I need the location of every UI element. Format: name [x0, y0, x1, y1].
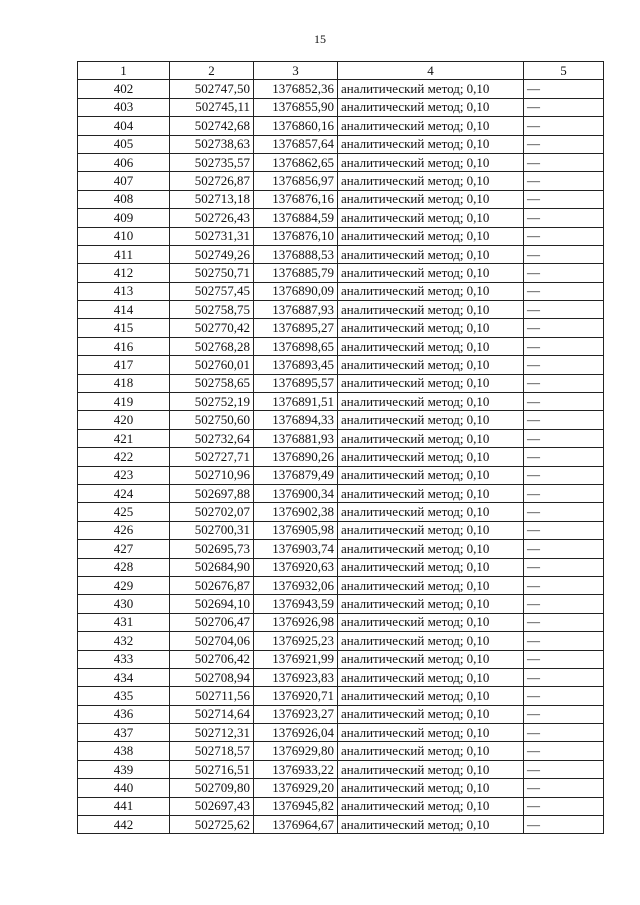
y-coordinate-cell: 1376885,79 — [254, 264, 338, 282]
y-coordinate-cell: 1376925,23 — [254, 632, 338, 650]
description-cell: — — [524, 135, 604, 153]
description-cell: — — [524, 98, 604, 116]
table-row — [78, 521, 604, 539]
method-accuracy-cell: аналитический метод; 0,10 — [338, 816, 524, 834]
x-coordinate-cell: 502768,28 — [170, 337, 254, 355]
x-coordinate-cell: 502738,63 — [170, 135, 254, 153]
method-accuracy-cell: аналитический метод; 0,10 — [338, 595, 524, 613]
description-cell: — — [524, 760, 604, 778]
method-accuracy-cell: аналитический метод; 0,10 — [338, 98, 524, 116]
y-coordinate-cell: 1376898,65 — [254, 337, 338, 355]
table-row — [78, 264, 604, 282]
table-row — [78, 153, 604, 171]
column-header-4: 4 — [338, 62, 524, 80]
description-cell: — — [524, 779, 604, 797]
point-number-cell: 428 — [78, 558, 170, 576]
table-row — [78, 742, 604, 760]
y-coordinate-cell: 1376888,53 — [254, 245, 338, 263]
point-number-cell: 406 — [78, 153, 170, 171]
y-coordinate-cell: 1376887,93 — [254, 301, 338, 319]
table-row — [78, 393, 604, 411]
x-coordinate-cell: 502697,43 — [170, 797, 254, 815]
x-coordinate-cell: 502709,80 — [170, 779, 254, 797]
x-coordinate-cell: 502725,62 — [170, 816, 254, 834]
point-number-cell: 427 — [78, 540, 170, 558]
x-coordinate-cell: 502750,60 — [170, 411, 254, 429]
table-row — [78, 484, 604, 502]
description-cell: — — [524, 595, 604, 613]
point-number-cell: 403 — [78, 98, 170, 116]
table-row — [78, 282, 604, 300]
table-row — [78, 705, 604, 723]
method-accuracy-cell: аналитический метод; 0,10 — [338, 374, 524, 392]
y-coordinate-cell: 1376945,82 — [254, 797, 338, 815]
method-accuracy-cell: аналитический метод; 0,10 — [338, 779, 524, 797]
description-cell: — — [524, 172, 604, 190]
method-accuracy-cell: аналитический метод; 0,10 — [338, 190, 524, 208]
method-accuracy-cell: аналитический метод; 0,10 — [338, 337, 524, 355]
x-coordinate-cell: 502770,42 — [170, 319, 254, 337]
point-number-cell: 408 — [78, 190, 170, 208]
description-cell: — — [524, 724, 604, 742]
x-coordinate-cell: 502752,19 — [170, 393, 254, 411]
y-coordinate-cell: 1376890,09 — [254, 282, 338, 300]
description-cell: — — [524, 650, 604, 668]
description-cell: — — [524, 797, 604, 815]
point-number-cell: 419 — [78, 393, 170, 411]
table-row — [78, 190, 604, 208]
table-row — [78, 466, 604, 484]
table-row — [78, 80, 604, 98]
point-number-cell: 429 — [78, 576, 170, 594]
description-cell: — — [524, 80, 604, 98]
description-cell: — — [524, 484, 604, 502]
method-accuracy-cell: аналитический метод; 0,10 — [338, 613, 524, 631]
y-coordinate-cell: 1376879,49 — [254, 466, 338, 484]
y-coordinate-cell: 1376900,34 — [254, 484, 338, 502]
method-accuracy-cell: аналитический метод; 0,10 — [338, 172, 524, 190]
description-cell: — — [524, 356, 604, 374]
x-coordinate-cell: 502747,50 — [170, 80, 254, 98]
y-coordinate-cell: 1376926,98 — [254, 613, 338, 631]
table-row — [78, 374, 604, 392]
x-coordinate-cell: 502749,26 — [170, 245, 254, 263]
method-accuracy-cell: аналитический метод; 0,10 — [338, 117, 524, 135]
table-row — [78, 613, 604, 631]
method-accuracy-cell: аналитический метод; 0,10 — [338, 466, 524, 484]
description-cell: — — [524, 613, 604, 631]
point-number-cell: 431 — [78, 613, 170, 631]
method-accuracy-cell: аналитический метод; 0,10 — [338, 356, 524, 374]
x-coordinate-cell: 502727,71 — [170, 448, 254, 466]
point-number-cell: 424 — [78, 484, 170, 502]
y-coordinate-cell: 1376893,45 — [254, 356, 338, 374]
point-number-cell: 405 — [78, 135, 170, 153]
point-number-cell: 425 — [78, 503, 170, 521]
x-coordinate-cell: 502758,65 — [170, 374, 254, 392]
x-coordinate-cell: 502684,90 — [170, 558, 254, 576]
table-row — [78, 779, 604, 797]
point-number-cell: 433 — [78, 650, 170, 668]
x-coordinate-cell: 502708,94 — [170, 668, 254, 686]
point-number-cell: 438 — [78, 742, 170, 760]
x-coordinate-cell: 502758,75 — [170, 301, 254, 319]
y-coordinate-cell: 1376964,67 — [254, 816, 338, 834]
method-accuracy-cell: аналитический метод; 0,10 — [338, 153, 524, 171]
description-cell: — — [524, 245, 604, 263]
table-row — [78, 356, 604, 374]
point-number-cell: 420 — [78, 411, 170, 429]
x-coordinate-cell: 502702,07 — [170, 503, 254, 521]
table-row — [78, 117, 604, 135]
point-number-cell: 410 — [78, 227, 170, 245]
y-coordinate-cell: 1376881,93 — [254, 429, 338, 447]
description-cell: — — [524, 337, 604, 355]
method-accuracy-cell: аналитический метод; 0,10 — [338, 724, 524, 742]
point-number-cell: 407 — [78, 172, 170, 190]
table-row — [78, 558, 604, 576]
description-cell: — — [524, 429, 604, 447]
y-coordinate-cell: 1376929,20 — [254, 779, 338, 797]
table-row — [78, 337, 604, 355]
method-accuracy-cell: аналитический метод; 0,10 — [338, 668, 524, 686]
y-coordinate-cell: 1376876,16 — [254, 190, 338, 208]
y-coordinate-cell: 1376920,63 — [254, 558, 338, 576]
point-number-cell: 437 — [78, 724, 170, 742]
y-coordinate-cell: 1376895,57 — [254, 374, 338, 392]
y-coordinate-cell: 1376860,16 — [254, 117, 338, 135]
method-accuracy-cell: аналитический метод; 0,10 — [338, 448, 524, 466]
table-row — [78, 797, 604, 815]
table-row — [78, 98, 604, 116]
x-coordinate-cell: 502710,96 — [170, 466, 254, 484]
y-coordinate-cell: 1376943,59 — [254, 595, 338, 613]
point-number-cell: 414 — [78, 301, 170, 319]
x-coordinate-cell: 502714,64 — [170, 705, 254, 723]
point-number-cell: 421 — [78, 429, 170, 447]
description-cell: — — [524, 705, 604, 723]
table-row — [78, 135, 604, 153]
x-coordinate-cell: 502700,31 — [170, 521, 254, 539]
y-coordinate-cell: 1376894,33 — [254, 411, 338, 429]
table-row — [78, 429, 604, 447]
description-cell: — — [524, 558, 604, 576]
description-cell: — — [524, 264, 604, 282]
point-number-cell: 441 — [78, 797, 170, 815]
y-coordinate-cell: 1376903,74 — [254, 540, 338, 558]
table-row — [78, 687, 604, 705]
table-header-row — [78, 62, 604, 80]
point-number-cell: 423 — [78, 466, 170, 484]
description-cell: — — [524, 448, 604, 466]
table-row — [78, 595, 604, 613]
description-cell: — — [524, 632, 604, 650]
x-coordinate-cell: 502704,06 — [170, 632, 254, 650]
table-row — [78, 319, 604, 337]
y-coordinate-cell: 1376852,36 — [254, 80, 338, 98]
description-cell: — — [524, 117, 604, 135]
table-row — [78, 632, 604, 650]
table-row — [78, 650, 604, 668]
point-number-cell: 417 — [78, 356, 170, 374]
method-accuracy-cell: аналитический метод; 0,10 — [338, 503, 524, 521]
table-row — [78, 448, 604, 466]
x-coordinate-cell: 502716,51 — [170, 760, 254, 778]
method-accuracy-cell: аналитический метод; 0,10 — [338, 227, 524, 245]
x-coordinate-cell: 502712,31 — [170, 724, 254, 742]
table-row — [78, 540, 604, 558]
description-cell: — — [524, 190, 604, 208]
table-row — [78, 724, 604, 742]
table-row — [78, 172, 604, 190]
y-coordinate-cell: 1376876,10 — [254, 227, 338, 245]
y-coordinate-cell: 1376920,71 — [254, 687, 338, 705]
x-coordinate-cell: 502676,87 — [170, 576, 254, 594]
method-accuracy-cell: аналитический метод; 0,10 — [338, 484, 524, 502]
point-number-cell: 435 — [78, 687, 170, 705]
description-cell: — — [524, 319, 604, 337]
description-cell: — — [524, 411, 604, 429]
description-cell: — — [524, 540, 604, 558]
method-accuracy-cell: аналитический метод; 0,10 — [338, 429, 524, 447]
y-coordinate-cell: 1376933,22 — [254, 760, 338, 778]
method-accuracy-cell: аналитический метод; 0,10 — [338, 576, 524, 594]
y-coordinate-cell: 1376902,38 — [254, 503, 338, 521]
point-number-cell: 422 — [78, 448, 170, 466]
y-coordinate-cell: 1376905,98 — [254, 521, 338, 539]
description-cell: — — [524, 466, 604, 484]
y-coordinate-cell: 1376932,06 — [254, 576, 338, 594]
method-accuracy-cell: аналитический метод; 0,10 — [338, 301, 524, 319]
point-number-cell: 430 — [78, 595, 170, 613]
x-coordinate-cell: 502731,31 — [170, 227, 254, 245]
point-number-cell: 434 — [78, 668, 170, 686]
x-coordinate-cell: 502695,73 — [170, 540, 254, 558]
point-number-cell: 418 — [78, 374, 170, 392]
y-coordinate-cell: 1376921,99 — [254, 650, 338, 668]
table-row — [78, 576, 604, 594]
column-header-2: 2 — [170, 62, 254, 80]
point-number-cell: 409 — [78, 209, 170, 227]
method-accuracy-cell: аналитический метод; 0,10 — [338, 135, 524, 153]
y-coordinate-cell: 1376926,04 — [254, 724, 338, 742]
table-row — [78, 209, 604, 227]
x-coordinate-cell: 502750,71 — [170, 264, 254, 282]
description-cell: — — [524, 576, 604, 594]
method-accuracy-cell: аналитический метод; 0,10 — [338, 411, 524, 429]
x-coordinate-cell: 502711,56 — [170, 687, 254, 705]
point-number-cell: 439 — [78, 760, 170, 778]
method-accuracy-cell: аналитический метод; 0,10 — [338, 393, 524, 411]
point-number-cell: 413 — [78, 282, 170, 300]
coordinates-table — [77, 61, 604, 834]
description-cell: — — [524, 209, 604, 227]
column-header-5: 5 — [524, 62, 604, 80]
point-number-cell: 442 — [78, 816, 170, 834]
description-cell: — — [524, 301, 604, 319]
y-coordinate-cell: 1376884,59 — [254, 209, 338, 227]
point-number-cell: 415 — [78, 319, 170, 337]
method-accuracy-cell: аналитический метод; 0,10 — [338, 687, 524, 705]
description-cell: — — [524, 668, 604, 686]
method-accuracy-cell: аналитический метод; 0,10 — [338, 760, 524, 778]
description-cell: — — [524, 816, 604, 834]
method-accuracy-cell: аналитический метод; 0,10 — [338, 705, 524, 723]
x-coordinate-cell: 502706,42 — [170, 650, 254, 668]
x-coordinate-cell: 502694,10 — [170, 595, 254, 613]
description-cell: — — [524, 374, 604, 392]
point-number-cell: 436 — [78, 705, 170, 723]
y-coordinate-cell: 1376891,51 — [254, 393, 338, 411]
y-coordinate-cell: 1376862,65 — [254, 153, 338, 171]
table-row — [78, 503, 604, 521]
method-accuracy-cell: аналитический метод; 0,10 — [338, 521, 524, 539]
y-coordinate-cell: 1376895,27 — [254, 319, 338, 337]
description-cell: — — [524, 153, 604, 171]
method-accuracy-cell: аналитический метод; 0,10 — [338, 558, 524, 576]
column-header-1: 1 — [78, 62, 170, 80]
table-row — [78, 301, 604, 319]
x-coordinate-cell: 502726,43 — [170, 209, 254, 227]
table-row — [78, 227, 604, 245]
y-coordinate-cell: 1376923,83 — [254, 668, 338, 686]
y-coordinate-cell: 1376856,97 — [254, 172, 338, 190]
point-number-cell: 416 — [78, 337, 170, 355]
y-coordinate-cell: 1376890,26 — [254, 448, 338, 466]
x-coordinate-cell: 502757,45 — [170, 282, 254, 300]
method-accuracy-cell: аналитический метод; 0,10 — [338, 264, 524, 282]
method-accuracy-cell: аналитический метод; 0,10 — [338, 742, 524, 760]
method-accuracy-cell: аналитический метод; 0,10 — [338, 80, 524, 98]
x-coordinate-cell: 502760,01 — [170, 356, 254, 374]
x-coordinate-cell: 502745,11 — [170, 98, 254, 116]
point-number-cell: 440 — [78, 779, 170, 797]
x-coordinate-cell: 502713,18 — [170, 190, 254, 208]
point-number-cell: 404 — [78, 117, 170, 135]
column-header-3: 3 — [254, 62, 338, 80]
x-coordinate-cell: 502718,57 — [170, 742, 254, 760]
description-cell: — — [524, 742, 604, 760]
y-coordinate-cell: 1376855,90 — [254, 98, 338, 116]
page-number: 15 — [314, 32, 326, 46]
description-cell: — — [524, 687, 604, 705]
point-number-cell: 411 — [78, 245, 170, 263]
x-coordinate-cell: 502706,47 — [170, 613, 254, 631]
description-cell: — — [524, 503, 604, 521]
y-coordinate-cell: 1376929,80 — [254, 742, 338, 760]
table-row — [78, 760, 604, 778]
description-cell: — — [524, 393, 604, 411]
method-accuracy-cell: аналитический метод; 0,10 — [338, 319, 524, 337]
method-accuracy-cell: аналитический метод; 0,10 — [338, 540, 524, 558]
table-row — [78, 411, 604, 429]
description-cell: — — [524, 227, 604, 245]
method-accuracy-cell: аналитический метод; 0,10 — [338, 282, 524, 300]
method-accuracy-cell: аналитический метод; 0,10 — [338, 632, 524, 650]
point-number-cell: 426 — [78, 521, 170, 539]
method-accuracy-cell: аналитический метод; 0,10 — [338, 209, 524, 227]
point-number-cell: 432 — [78, 632, 170, 650]
x-coordinate-cell: 502735,57 — [170, 153, 254, 171]
x-coordinate-cell: 502726,87 — [170, 172, 254, 190]
description-cell: — — [524, 521, 604, 539]
x-coordinate-cell: 502742,68 — [170, 117, 254, 135]
table-row — [78, 245, 604, 263]
description-cell: — — [524, 282, 604, 300]
point-number-cell: 402 — [78, 80, 170, 98]
table-row — [78, 816, 604, 834]
y-coordinate-cell: 1376857,64 — [254, 135, 338, 153]
method-accuracy-cell: аналитический метод; 0,10 — [338, 245, 524, 263]
y-coordinate-cell: 1376923,27 — [254, 705, 338, 723]
method-accuracy-cell: аналитический метод; 0,10 — [338, 797, 524, 815]
method-accuracy-cell: аналитический метод; 0,10 — [338, 650, 524, 668]
x-coordinate-cell: 502697,88 — [170, 484, 254, 502]
x-coordinate-cell: 502732,64 — [170, 429, 254, 447]
point-number-cell: 412 — [78, 264, 170, 282]
table-row — [78, 668, 604, 686]
